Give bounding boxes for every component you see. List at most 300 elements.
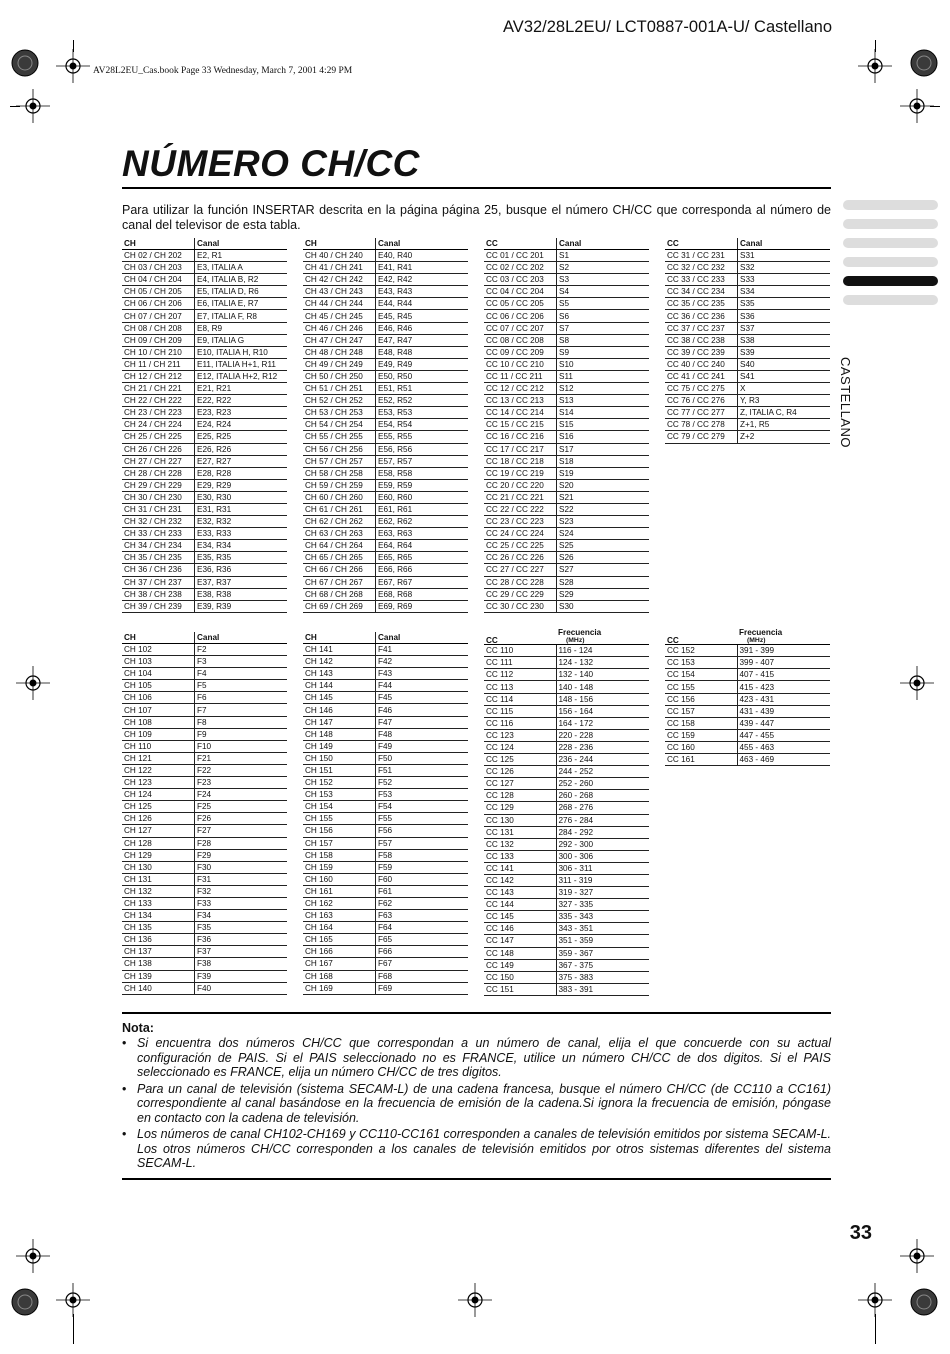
channel-value-cell: 228 - 236 xyxy=(556,741,649,753)
channel-value-cell: S11 xyxy=(557,370,650,382)
channel-number-cell: CH 09 / CH 209 xyxy=(122,334,195,346)
table-row xyxy=(484,959,649,971)
channel-number-cell: CH 08 / CH 208 xyxy=(122,322,195,334)
channel-value-cell: E51, R51 xyxy=(376,383,469,395)
channel-value-cell: S31 xyxy=(738,250,831,262)
note-item: • Para un canal de televisión (sistema SECAM-L) de una cadena francesa, busque el número CH/CC (de CC110 a CC161) correspondiente al canal basándose en la frecuencia de emisión de la cadena.Si ignora la frecuencia de emisión, póngase en contacto con la cadena de televisión. xyxy=(122,1082,831,1126)
table-row xyxy=(484,887,649,899)
channel-number-cell: CH 28 / CH 228 xyxy=(122,467,195,479)
table-row xyxy=(122,946,287,958)
table-row xyxy=(122,540,287,552)
channel-value-cell: F48 xyxy=(376,728,469,740)
channel-number-cell: CC 30 / CC 230 xyxy=(484,600,557,612)
table-row xyxy=(484,754,649,766)
channel-value-cell: S40 xyxy=(738,358,831,370)
table-row xyxy=(484,911,649,923)
table-row xyxy=(665,645,830,657)
table-row xyxy=(665,754,830,766)
channel-number-cell: CH 37 / CH 237 xyxy=(122,576,195,588)
channel-value-cell: S23 xyxy=(557,516,650,528)
channel-value-cell: S37 xyxy=(738,322,831,334)
channel-value-cell: 319 - 327 xyxy=(556,887,649,899)
channel-number-cell: CH 63 / CH 263 xyxy=(303,528,376,540)
table-row xyxy=(484,322,649,334)
channel-number-cell: CH 164 xyxy=(303,922,376,934)
table-header-cell: CH xyxy=(122,238,195,250)
table-row xyxy=(303,910,468,922)
frequency-table-2 xyxy=(665,629,830,766)
channel-number-cell: CH 12 / CH 212 xyxy=(122,370,195,382)
table-row xyxy=(122,503,287,515)
table-header-row xyxy=(484,238,649,250)
channel-number-cell: CC 111 xyxy=(484,657,556,669)
table-row xyxy=(303,346,468,358)
table-row xyxy=(122,970,287,982)
channel-number-cell: CC 10 / CC 210 xyxy=(484,358,557,370)
channel-value-cell: F28 xyxy=(195,837,288,849)
channel-value-cell: E35, R35 xyxy=(195,552,288,564)
language-tab-active xyxy=(843,276,938,286)
channel-value-cell: S1 xyxy=(557,250,650,262)
channel-number-cell: CH 60 / CH 260 xyxy=(303,491,376,503)
registration-mark-icon xyxy=(858,49,892,83)
channel-number-cell: CH 56 / CH 256 xyxy=(303,443,376,455)
channel-value-cell: 116 - 124 xyxy=(556,645,649,657)
channel-value-cell: S35 xyxy=(738,298,831,310)
channel-value-cell: E40, R40 xyxy=(376,250,469,262)
table-row xyxy=(122,897,287,909)
channel-value-cell: 132 - 140 xyxy=(556,669,649,681)
channel-number-cell: CC 09 / CC 209 xyxy=(484,346,557,358)
table-row xyxy=(484,741,649,753)
table-row xyxy=(122,455,287,467)
channel-number-cell: CC 142 xyxy=(484,874,556,886)
channel-number-cell: CC 113 xyxy=(484,681,556,693)
channel-number-cell: CC 144 xyxy=(484,899,556,911)
channel-number-cell: CC 150 xyxy=(484,971,556,983)
channel-value-cell: S5 xyxy=(557,298,650,310)
registration-mark-icon xyxy=(16,1239,50,1273)
channel-value-cell: Z, ITALIA C, R4 xyxy=(738,407,831,419)
table-row xyxy=(122,322,287,334)
channel-value-cell: E38, R38 xyxy=(195,588,288,600)
channel-number-cell: CH 30 / CH 230 xyxy=(122,491,195,503)
table-row xyxy=(484,705,649,717)
table-header-cell: Canal xyxy=(195,632,288,644)
channel-number-cell: CC 35 / CC 235 xyxy=(665,298,738,310)
channel-number-cell: CH 45 / CH 245 xyxy=(303,310,376,322)
channel-value-cell: 463 - 469 xyxy=(737,754,830,766)
table-row xyxy=(665,334,830,346)
channel-value-cell: 268 - 276 xyxy=(556,802,649,814)
table-row xyxy=(484,802,649,814)
channel-value-cell: E25, R25 xyxy=(195,431,288,443)
channel-value-cell: S27 xyxy=(557,564,650,576)
channel-number-cell: CC 148 xyxy=(484,947,556,959)
channel-value-cell: 124 - 132 xyxy=(556,657,649,669)
table-row xyxy=(484,479,649,491)
table-row xyxy=(665,298,830,310)
channel-value-cell: S2 xyxy=(557,262,650,274)
channel-value-cell: E6, ITALIA E, R7 xyxy=(195,298,288,310)
table-row xyxy=(665,431,830,443)
channel-number-cell: CH 22 / CH 222 xyxy=(122,395,195,407)
table-row xyxy=(303,528,468,540)
channel-number-cell: CH 167 xyxy=(303,958,376,970)
table-row xyxy=(303,728,468,740)
channel-number-cell: CH 156 xyxy=(303,825,376,837)
channel-number-cell: CH 07 / CH 207 xyxy=(122,310,195,322)
channel-number-cell: CH 105 xyxy=(122,680,195,692)
channel-number-cell: CC 123 xyxy=(484,729,556,741)
channel-number-cell: CH 132 xyxy=(122,885,195,897)
channel-number-cell: CH 158 xyxy=(303,849,376,861)
table-row xyxy=(122,752,287,764)
channel-number-cell: CC 15 / CC 215 xyxy=(484,419,557,431)
channel-number-cell: CC 39 / CC 239 xyxy=(665,346,738,358)
registration-mark-icon xyxy=(458,1283,492,1317)
channel-value-cell: E50, R50 xyxy=(376,370,469,382)
table-row xyxy=(303,958,468,970)
channel-number-cell: CH 31 / CH 231 xyxy=(122,503,195,515)
channel-number-cell: CH 166 xyxy=(303,946,376,958)
table-row xyxy=(303,395,468,407)
channel-value-cell: 156 - 164 xyxy=(556,705,649,717)
table-row xyxy=(122,552,287,564)
channel-value-cell: E64, R64 xyxy=(376,540,469,552)
table-row xyxy=(122,837,287,849)
table-row xyxy=(122,516,287,528)
table-row xyxy=(484,395,649,407)
table-row xyxy=(484,286,649,298)
channel-value-cell: F8 xyxy=(195,716,288,728)
print-disc-icon xyxy=(10,1287,40,1317)
channel-value-cell: E65, R65 xyxy=(376,552,469,564)
channel-number-cell: CH 130 xyxy=(122,861,195,873)
channel-value-cell: 236 - 244 xyxy=(556,754,649,766)
channel-number-cell: CH 123 xyxy=(122,777,195,789)
channel-value-cell: F55 xyxy=(376,813,469,825)
channel-number-cell: CH 133 xyxy=(122,897,195,909)
table-row xyxy=(303,825,468,837)
table-row xyxy=(484,850,649,862)
table-row xyxy=(122,922,287,934)
channel-number-cell: CH 129 xyxy=(122,849,195,861)
table-row xyxy=(665,358,830,370)
channel-number-cell: CC 154 xyxy=(665,669,737,681)
channel-value-cell: S19 xyxy=(557,467,650,479)
registration-mark-icon xyxy=(858,1283,892,1317)
registration-mark-icon xyxy=(900,89,934,123)
table-row xyxy=(122,825,287,837)
channel-value-cell: 455 - 463 xyxy=(737,741,830,753)
channel-number-cell: CH 41 / CH 241 xyxy=(303,262,376,274)
channel-number-cell: CC 124 xyxy=(484,741,556,753)
registration-mark-icon xyxy=(56,49,90,83)
table-row xyxy=(303,922,468,934)
table-row xyxy=(303,262,468,274)
channel-value-cell: F65 xyxy=(376,934,469,946)
channel-value-cell: E34, R34 xyxy=(195,540,288,552)
channel-number-cell: CH 108 xyxy=(122,716,195,728)
table-row xyxy=(484,766,649,778)
table-row xyxy=(122,250,287,262)
note-bottom-rule xyxy=(122,1178,831,1180)
table-row xyxy=(665,370,830,382)
table-row xyxy=(303,322,468,334)
registration-mark-icon xyxy=(900,666,934,700)
channel-number-cell: CH 128 xyxy=(122,837,195,849)
table-row xyxy=(303,716,468,728)
channel-number-cell: CH 169 xyxy=(303,982,376,994)
table-row xyxy=(303,752,468,764)
channel-value-cell: S16 xyxy=(557,431,650,443)
table-row xyxy=(665,693,830,705)
table-row xyxy=(303,370,468,382)
channel-number-cell: CH 62 / CH 262 xyxy=(303,516,376,528)
channel-value-cell: E27, R27 xyxy=(195,455,288,467)
language-tab xyxy=(843,295,938,305)
channel-value-cell: F7 xyxy=(195,704,288,716)
file-info-line: AV28L2EU_Cas.book Page 33 Wednesday, March 7, 2001 4:29 PM xyxy=(93,66,353,76)
table-row xyxy=(484,419,649,431)
channel-value-cell: F22 xyxy=(195,764,288,776)
channel-number-cell: CH 43 / CH 243 xyxy=(303,286,376,298)
table-row xyxy=(122,491,287,503)
channel-number-cell: CC 02 / CC 202 xyxy=(484,262,557,274)
channel-value-cell: E62, R62 xyxy=(376,516,469,528)
channel-value-cell: Z+1, R5 xyxy=(738,419,831,431)
table-row xyxy=(303,704,468,716)
channel-value-cell: S26 xyxy=(557,552,650,564)
channel-number-cell: CC 07 / CC 207 xyxy=(484,322,557,334)
channel-number-cell: CH 03 / CH 203 xyxy=(122,262,195,274)
table-row xyxy=(303,358,468,370)
table-row xyxy=(122,716,287,728)
channel-value-cell: F39 xyxy=(195,970,288,982)
channel-number-cell: CH 29 / CH 229 xyxy=(122,479,195,491)
channel-number-cell: CH 32 / CH 232 xyxy=(122,516,195,528)
page-number: 33 xyxy=(849,1222,872,1244)
table-row xyxy=(665,322,830,334)
table-row xyxy=(484,790,649,802)
channel-value-cell: S41 xyxy=(738,370,831,382)
channel-value-cell: 220 - 228 xyxy=(556,729,649,741)
table-row xyxy=(303,934,468,946)
channel-value-cell: E63, R63 xyxy=(376,528,469,540)
channel-value-cell: Z+2 xyxy=(738,431,831,443)
channel-number-cell: CH 58 / CH 258 xyxy=(303,467,376,479)
channel-number-cell: CC 155 xyxy=(665,681,737,693)
table-row xyxy=(484,250,649,262)
channel-value-cell: 391 - 399 xyxy=(737,645,830,657)
channel-value-cell: F53 xyxy=(376,789,469,801)
table-row xyxy=(122,346,287,358)
print-disc-icon xyxy=(909,48,939,78)
channel-number-cell: CC 06 / CC 206 xyxy=(484,310,557,322)
table-row xyxy=(484,600,649,612)
channel-value-cell: S8 xyxy=(557,334,650,346)
channel-number-cell: CH 160 xyxy=(303,873,376,885)
table-row xyxy=(122,431,287,443)
channel-number-cell: CH 34 / CH 234 xyxy=(122,540,195,552)
table-row xyxy=(484,431,649,443)
crop-line xyxy=(73,40,74,52)
channel-number-cell: CC 149 xyxy=(484,959,556,971)
channel-value-cell: F26 xyxy=(195,813,288,825)
table-row xyxy=(484,552,649,564)
channel-number-cell: CH 46 / CH 246 xyxy=(303,322,376,334)
channel-value-cell: E45, R45 xyxy=(376,310,469,322)
table-row xyxy=(303,982,468,994)
note-item: • Los números de canal CH102-CH169 y CC110-CC161 corresponden a canales de televisión emitidos por sistema SECAM-L. Los otros números CH/CC corresponden a los canales de televisión emitidos por otros sistemas diferentes del sistema SECAM-L. xyxy=(122,1127,831,1171)
channel-value-cell: F68 xyxy=(376,970,469,982)
channel-value-cell: S18 xyxy=(557,455,650,467)
channel-value-cell: F30 xyxy=(195,861,288,873)
crop-line xyxy=(930,106,940,107)
table-row xyxy=(484,334,649,346)
table-row xyxy=(122,419,287,431)
channel-number-cell: CC 22 / CC 222 xyxy=(484,503,557,515)
table-row xyxy=(665,274,830,286)
channel-value-cell: S3 xyxy=(557,274,650,286)
table-row xyxy=(122,564,287,576)
table-row xyxy=(122,910,287,922)
table-row xyxy=(484,383,649,395)
channel-value-cell: 343 - 351 xyxy=(556,923,649,935)
channel-number-cell: CC 11 / CC 211 xyxy=(484,370,557,382)
channel-number-cell: CH 104 xyxy=(122,668,195,680)
channel-number-cell: CC 31 / CC 231 xyxy=(665,250,738,262)
channel-value-cell: 335 - 343 xyxy=(556,911,649,923)
channel-number-cell: CH 10 / CH 210 xyxy=(122,346,195,358)
channel-value-cell: F10 xyxy=(195,740,288,752)
channel-number-cell: CC 36 / CC 236 xyxy=(665,310,738,322)
table-row xyxy=(484,729,649,741)
table-row xyxy=(484,516,649,528)
table-row xyxy=(303,656,468,668)
channel-value-cell: 375 - 383 xyxy=(556,971,649,983)
channel-value-cell: F35 xyxy=(195,922,288,934)
table-row xyxy=(122,680,287,692)
language-tab xyxy=(843,200,938,210)
channel-number-cell: CH 126 xyxy=(122,813,195,825)
table-row xyxy=(122,286,287,298)
channel-value-cell: E69, R69 xyxy=(376,600,469,612)
channel-value-cell: F3 xyxy=(195,656,288,668)
channel-value-cell: F50 xyxy=(376,752,469,764)
table-row xyxy=(122,334,287,346)
channel-number-cell: CH 139 xyxy=(122,970,195,982)
table-row xyxy=(122,370,287,382)
channel-number-cell: CH 141 xyxy=(303,644,376,656)
channel-number-cell: CH 142 xyxy=(303,656,376,668)
registration-mark-icon xyxy=(16,666,50,700)
channel-number-cell: CC 133 xyxy=(484,850,556,862)
table-row xyxy=(122,873,287,885)
table-row xyxy=(665,383,830,395)
channel-number-cell: CC 151 xyxy=(484,983,556,995)
channel-number-cell: CC 153 xyxy=(665,657,737,669)
channel-value-cell: F6 xyxy=(195,692,288,704)
channel-number-cell: CH 67 / CH 267 xyxy=(303,576,376,588)
channel-value-cell: 327 - 335 xyxy=(556,899,649,911)
table-row xyxy=(303,407,468,419)
table-row xyxy=(484,358,649,370)
table-row xyxy=(484,298,649,310)
table-row xyxy=(122,958,287,970)
channel-value-cell: F62 xyxy=(376,897,469,909)
table-row xyxy=(484,503,649,515)
table-header-row xyxy=(122,238,287,250)
channel-value-cell: E68, R68 xyxy=(376,588,469,600)
table-header-row xyxy=(665,238,830,250)
channel-number-cell: CC 37 / CC 237 xyxy=(665,322,738,334)
channel-number-cell: CH 137 xyxy=(122,946,195,958)
channel-number-cell: CH 122 xyxy=(122,764,195,776)
table-header-row xyxy=(303,632,468,644)
channel-number-cell: CC 76 / CC 276 xyxy=(665,395,738,407)
channel-number-cell: CC 24 / CC 224 xyxy=(484,528,557,540)
channel-value-cell: S25 xyxy=(557,540,650,552)
table-row xyxy=(303,600,468,612)
table-row xyxy=(484,935,649,947)
table-row xyxy=(484,645,649,657)
channel-number-cell: CC 116 xyxy=(484,717,556,729)
channel-number-cell: CC 33 / CC 233 xyxy=(665,274,738,286)
channel-number-cell: CC 40 / CC 240 xyxy=(665,358,738,370)
channel-number-cell: CC 77 / CC 277 xyxy=(665,407,738,419)
channel-value-cell: S13 xyxy=(557,395,650,407)
channel-number-cell: CC 41 / CC 241 xyxy=(665,370,738,382)
table-header-row xyxy=(484,629,649,645)
channel-number-cell: CH 51 / CH 251 xyxy=(303,383,376,395)
channel-number-cell: CC 115 xyxy=(484,705,556,717)
note-top-rule xyxy=(122,1012,831,1014)
channel-number-cell: CH 107 xyxy=(122,704,195,716)
channel-value-cell: 383 - 391 xyxy=(556,983,649,995)
channel-number-cell: CC 160 xyxy=(665,741,737,753)
table-header-cell: CC xyxy=(665,629,737,645)
channel-value-cell: F61 xyxy=(376,885,469,897)
channel-table-5 xyxy=(122,632,287,995)
table-row xyxy=(665,262,830,274)
table-row xyxy=(122,467,287,479)
channel-number-cell: CH 05 / CH 205 xyxy=(122,286,195,298)
channel-number-cell: CH 11 / CH 211 xyxy=(122,358,195,370)
table-row xyxy=(484,528,649,540)
channel-number-cell: CH 66 / CH 266 xyxy=(303,564,376,576)
channel-value-cell: F23 xyxy=(195,777,288,789)
channel-number-cell: CH 54 / CH 254 xyxy=(303,419,376,431)
channel-number-cell: CH 42 / CH 242 xyxy=(303,274,376,286)
crop-line xyxy=(875,40,876,52)
channel-value-cell: E22, R22 xyxy=(195,395,288,407)
channel-value-cell: S34 xyxy=(738,286,831,298)
channel-number-cell: CC 147 xyxy=(484,935,556,947)
section-side-label: CASTELLANO xyxy=(838,357,853,448)
page-title: NÚMERO CH/CC xyxy=(122,143,420,184)
channel-number-cell: CH 57 / CH 257 xyxy=(303,455,376,467)
channel-value-cell: F36 xyxy=(195,934,288,946)
channel-value-cell: E41, R41 xyxy=(376,262,469,274)
table-row xyxy=(484,947,649,959)
channel-value-cell: E11, ITALIA H+1, R11 xyxy=(195,358,288,370)
channel-number-cell: CC 29 / CC 229 xyxy=(484,588,557,600)
channel-number-cell: CH 103 xyxy=(122,656,195,668)
channel-number-cell: CC 05 / CC 205 xyxy=(484,298,557,310)
channel-value-cell: E44, R44 xyxy=(376,298,469,310)
